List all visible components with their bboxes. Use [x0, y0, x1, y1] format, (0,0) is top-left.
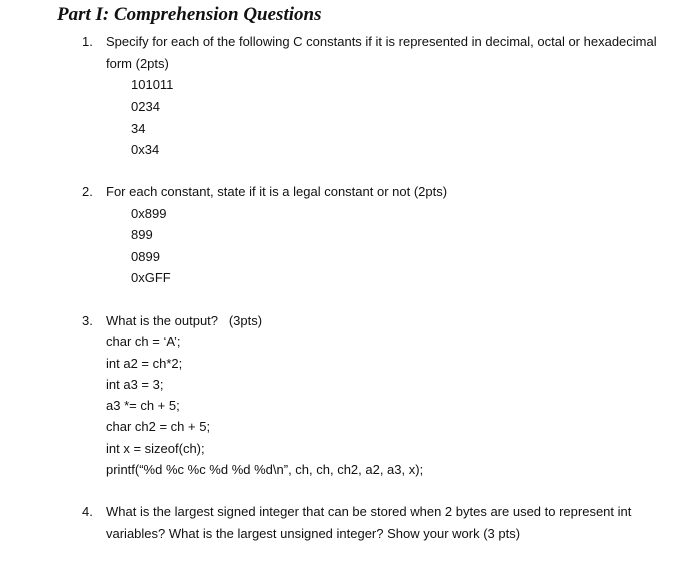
question-number: 3. [82, 313, 93, 328]
constant-item: 0899 [131, 249, 160, 264]
constant-item: 0234 [131, 99, 160, 114]
question-text: form (2pts) [106, 56, 169, 71]
constant-item: 34 [131, 121, 146, 136]
question-number: 2. [82, 184, 93, 199]
constant-item: 101011 [131, 77, 174, 92]
code-line: printf(“%d %c %c %d %d %d\n”, ch, ch, ch2, a2, a3, x); [106, 462, 424, 477]
code-line: char ch = ‘A’; [106, 334, 181, 349]
code-line: int x = sizeof(ch); [106, 441, 205, 456]
question-text: variables? What is the largest unsigned integer? Show your work (3 pts) [106, 526, 521, 541]
question-text: What is the output? (3pts) [106, 313, 263, 328]
question-number: 1. [82, 34, 93, 49]
question-text: What is the largest signed integer that can be stored when 2 bytes are used to represent int [106, 504, 632, 519]
code-line: char ch2 = ch + 5; [106, 419, 211, 434]
constant-item: 899 [131, 227, 153, 242]
page-title: Part I: Comprehension Questions [57, 4, 322, 25]
constant-item: 0x899 [131, 206, 167, 221]
question-text: For each constant, state if it is a legal constant or not (2pts) [106, 184, 448, 199]
code-line: int a3 = 3; [106, 377, 164, 392]
constant-item: 0xGFF [131, 270, 171, 285]
code-line: a3 *= ch + 5; [106, 398, 180, 413]
code-line: int a2 = ch*2; [106, 356, 183, 371]
question-text: Specify for each of the following C constants if it is represented in decimal, octal or hexadecimal [106, 34, 657, 49]
question-number: 4. [82, 504, 93, 519]
constant-item: 0x34 [131, 142, 160, 157]
